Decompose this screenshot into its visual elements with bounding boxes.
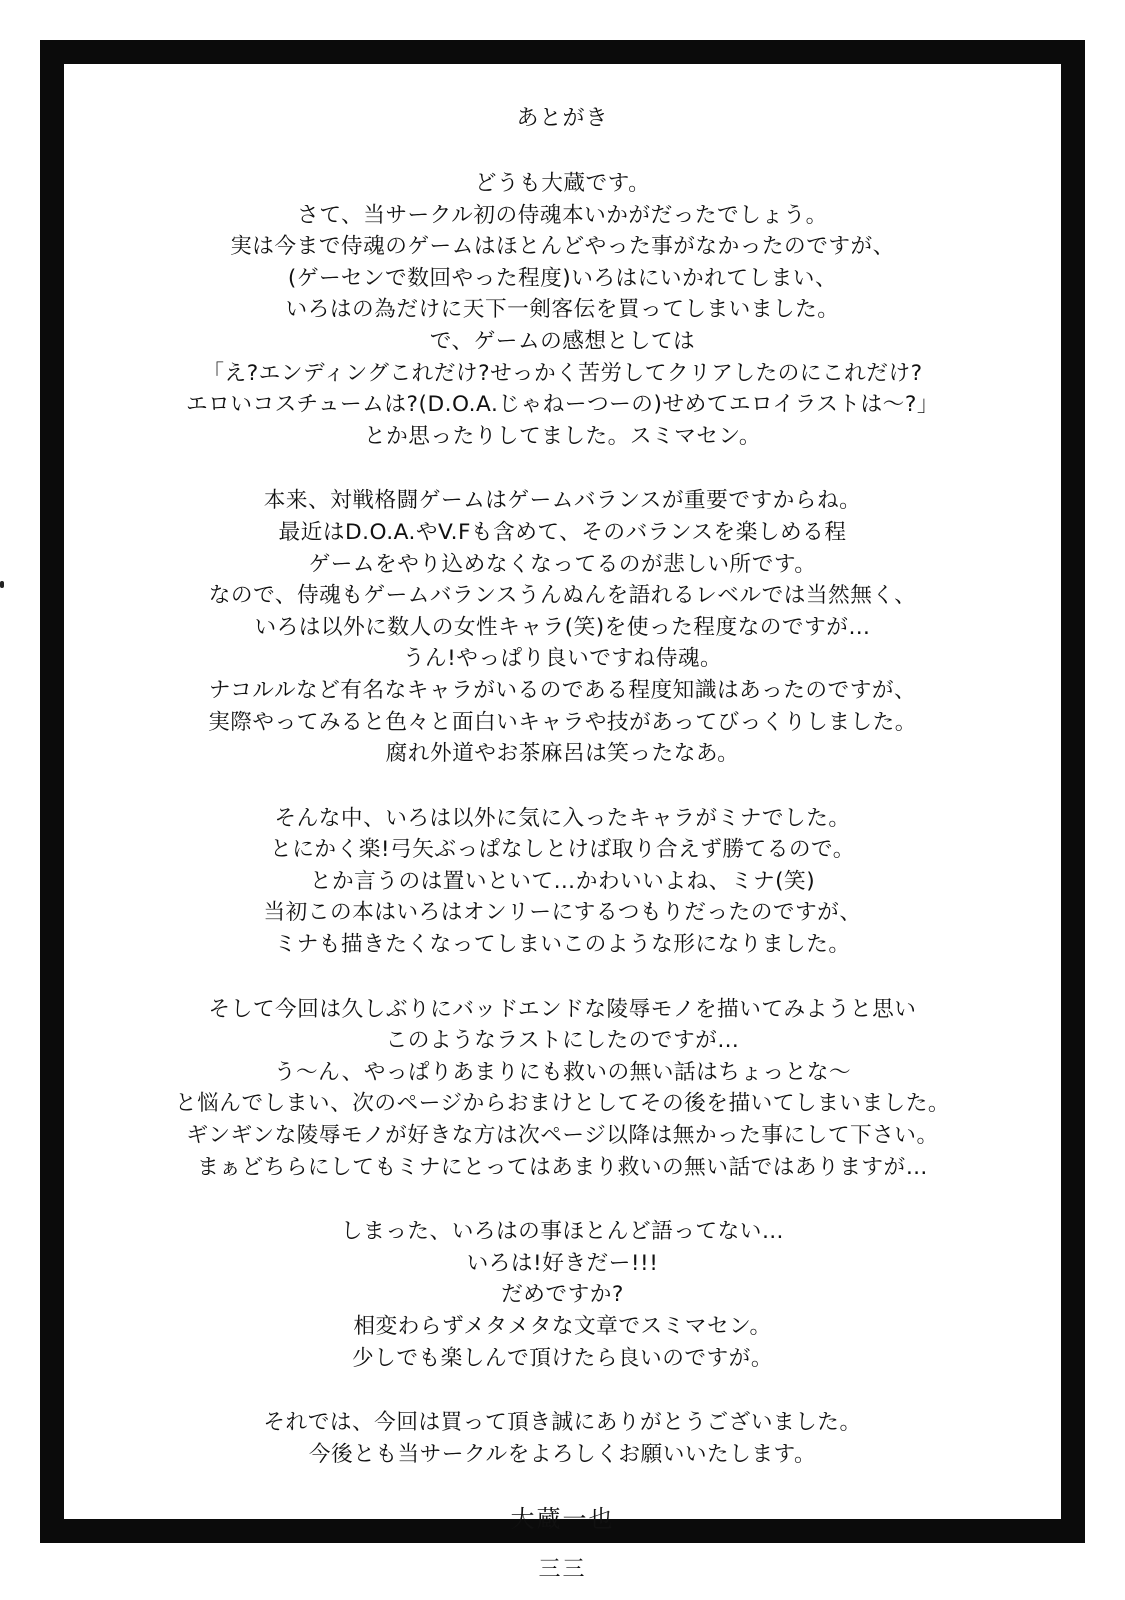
afterword-line: 本来、対戦格闘ゲームはゲームバランスが重要ですからね。: [263, 488, 862, 514]
afterword-line: う〜ん、やっぱりあまりにも救いの無い話はちょっとな〜: [273, 1059, 852, 1085]
afterword-paragraph: [64, 994, 1061, 1184]
afterword-paragraph: [64, 485, 1061, 769]
afterword-line: うん!やっぱり良いですね侍魂。: [402, 646, 723, 672]
afterword-line: いろはの為だけに天下一剣客伝を買ってしまいました。: [285, 297, 840, 323]
afterword-line: とか言うのは置いといて…かわいいよね、ミナ(笑): [309, 868, 816, 894]
afterword-line: そして今回は久しぶりにバッドエンドな陵辱モノを描いてみようと思い: [208, 996, 917, 1022]
author-signature: 大蔵一也: [510, 1505, 615, 1534]
afterword-line: 最近はD.O.A.やV.Fも含めて、そのバランスを楽しめる程: [278, 519, 847, 545]
page-number: 三三: [538, 1557, 587, 1582]
afterword-line: とにかく楽!弓矢ぶっぱなしとけば取り合えず勝てるので。: [270, 837, 855, 863]
afterword-line: だめですか?: [501, 1282, 624, 1308]
afterword-paragraphs: [64, 168, 1061, 1470]
afterword-line: 実際やってみると色々と面白いキャラや技があってびっくりしました。: [208, 709, 917, 735]
afterword-line: そんな中、いろは以外に気に入ったキャラがミナでした。: [274, 805, 851, 831]
page-border-frame: [40, 40, 1085, 1543]
afterword-line: まぁどちらにしてもミナにとってはあまり救いの無い話ではありますが…: [197, 1154, 928, 1180]
afterword-line: ゲームをやり込めなくなってるのが悲しい所です。: [308, 551, 817, 577]
afterword-paragraph: [64, 1407, 1061, 1470]
afterword-line: 当初この本はいろはオンリーにするつもりだったのですが、: [263, 900, 862, 926]
afterword-line: このようなラストにしたのですが…: [385, 1028, 740, 1054]
afterword-line: (ゲーセンで数回やった程度)いろはにいかれてしまい、: [287, 265, 838, 291]
afterword-line: で、ゲームの感想としては: [429, 328, 696, 354]
afterword-line: いろは以外に数人の女性キャラ(笑)を使った程度なのですが…: [254, 614, 871, 640]
afterword-line: と悩んでしまい、次のページからおまけとしてその後を描いてしまいました。: [174, 1091, 951, 1117]
afterword-paragraph: [64, 1216, 1061, 1374]
afterword-line: ミナも描きたくなってしまいこのような形になりました。: [274, 932, 851, 958]
afterword-line: 今後とも当サークルをよろしくお願いいたします。: [308, 1441, 817, 1467]
afterword-line: エロいコスチュームは?(D.O.A.じゃねーつーの)せめてエロイラストは〜?」: [186, 392, 939, 418]
afterword-paragraph: [64, 168, 1061, 452]
afterword-text-block: [64, 104, 1061, 1535]
afterword-line: しまった、いろはの事ほとんど語ってない…: [340, 1219, 785, 1245]
afterword-paragraph: [64, 803, 1061, 961]
afterword-line: さて、当サークル初の侍魂本いかがだったでしょう。: [297, 202, 828, 228]
afterword-line: ギンギンな陵辱モノが好きな方は次ページ以降は無かった事にして下さい。: [186, 1123, 939, 1149]
afterword-line: なので、侍魂もゲームバランスうんぬんを語れるレベルでは当然無く、: [208, 583, 917, 609]
afterword-line: どうも大蔵です。: [474, 171, 651, 196]
afterword-line: 腐れ外道やお茶麻呂は笑ったなあ。: [385, 741, 740, 767]
scan-speck: [0, 581, 4, 588]
afterword-line: 「え?エンディングこれだけ?せっかく苦労してクリアしたのにこれだけ?: [202, 360, 923, 386]
afterword-line: ナコルルなど有名なキャラがいるのである程度知識はあったのですが、: [208, 677, 917, 703]
afterword-line: 相変わらずメタメタな文章でスミマセン。: [353, 1314, 772, 1339]
afterword-line: それでは、今回は買って頂き誠にありがとうございました。: [263, 1410, 862, 1436]
afterword-title: あとがき: [516, 106, 609, 131]
afterword-line: とか思ったりしてました。スミマセン。: [363, 423, 762, 449]
afterword-line: 少しでも楽しんで頂けたら良いのですが。: [352, 1345, 773, 1371]
afterword-line: いろは!好きだー!!!: [466, 1250, 659, 1276]
afterword-line: 実は今まで侍魂のゲームはほとんどやった事がなかったのですが、: [230, 234, 895, 260]
